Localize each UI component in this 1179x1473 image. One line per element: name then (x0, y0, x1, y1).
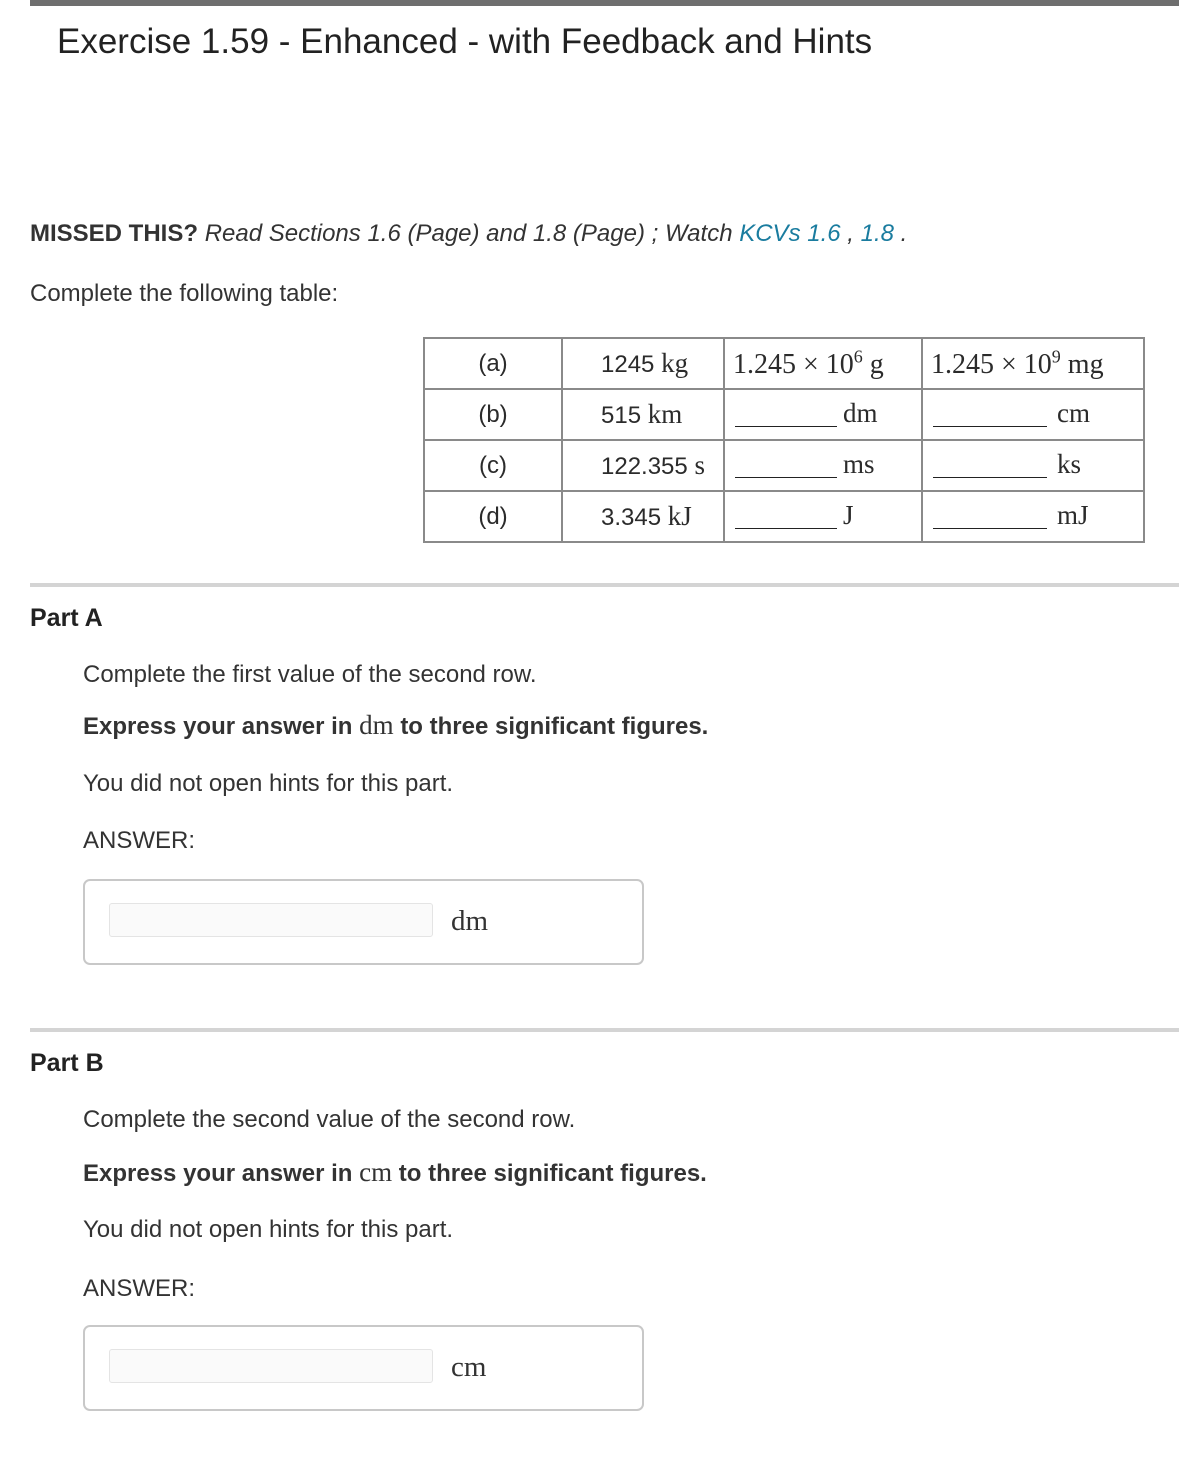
sci-unit: g (869, 348, 884, 380)
row-label: (d) (424, 491, 562, 542)
part-a-answer-input[interactable] (109, 903, 433, 937)
blank-line (933, 426, 1047, 427)
given-unit: s (694, 450, 705, 480)
blank-cell (922, 389, 1144, 440)
row-label: (a) (424, 338, 562, 389)
blank-cell (922, 491, 1144, 542)
given-number: 1245 (601, 351, 655, 378)
express-post: to three significant figures. (400, 713, 709, 740)
row-label: (c) (424, 440, 562, 491)
given-unit: km (647, 399, 683, 429)
section-divider (30, 1028, 1179, 1032)
given-value (562, 389, 724, 440)
blank-unit: ms (843, 449, 875, 479)
blank-unit: dm (843, 398, 878, 428)
part-a-prompt: Complete the first value of the second row. (83, 661, 537, 688)
blank-line (735, 477, 837, 478)
express-unit: dm (359, 710, 394, 740)
missed-end: . (900, 220, 908, 247)
express-pre: Express your answer in (83, 713, 353, 740)
part-a-hints-status: You did not open hints for this part. (83, 770, 454, 797)
part-a-answer-box (83, 879, 644, 965)
blank-unit: cm (1057, 398, 1090, 428)
part-b-title: Part B (30, 1049, 104, 1077)
blank-cell (724, 491, 922, 542)
sci-coefficient: 1.245 × 10 (733, 348, 854, 380)
conversion-table (423, 337, 1145, 543)
given-unit: kJ (667, 501, 692, 531)
sci-exponent: 9 (1051, 346, 1061, 367)
part-b-instructions (83, 1157, 707, 1188)
express-pre: Express your answer in (83, 1160, 353, 1187)
missed-this-line (30, 220, 907, 248)
part-b-prompt: Complete the second value of the second row. (83, 1106, 576, 1133)
given-value (562, 440, 724, 491)
part-b-answer-box (83, 1325, 644, 1411)
part-b-answer-label: ANSWER: (83, 1275, 196, 1302)
part-a-instructions (83, 710, 708, 741)
blank-unit: mJ (1057, 500, 1089, 530)
express-unit: cm (359, 1157, 393, 1187)
blank-unit: ks (1057, 449, 1082, 479)
part-a-answer-unit: dm (451, 905, 489, 937)
blank-unit: J (843, 500, 854, 530)
table-row (424, 389, 1144, 440)
part-b-answer-unit: cm (451, 1351, 487, 1383)
given-number: 3.345 (601, 504, 662, 531)
blank-cell (724, 389, 922, 440)
express-post: to three significant figures. (398, 1160, 707, 1187)
sci-exponent: 6 (853, 346, 863, 367)
blank-line (933, 477, 1047, 478)
converted-value (724, 338, 922, 389)
part-b-answer-input[interactable] (109, 1349, 433, 1383)
given-number: 515 (601, 402, 642, 429)
part-a-title: Part A (30, 604, 103, 632)
blank-cell (724, 440, 922, 491)
blank-cell (922, 440, 1144, 491)
blank-line (933, 528, 1047, 529)
converted-value (922, 338, 1144, 389)
missed-label: MISSED THIS? (30, 220, 199, 247)
sci-unit: mg (1067, 348, 1104, 380)
part-b-hints-status: You did not open hints for this part. (83, 1216, 454, 1243)
read-sections-text: Read Sections 1.6 (Page) and 1.8 (Page) ; Watch (204, 220, 733, 247)
intro-text: Complete the following table: (30, 280, 339, 307)
part-a-answer-label: ANSWER: (83, 827, 196, 854)
given-unit: kg (661, 348, 689, 378)
sci-coefficient: 1.245 × 10 (931, 348, 1052, 380)
page-title: Exercise 1.59 - Enhanced - with Feedback and Hints (57, 22, 873, 61)
table-row (424, 338, 1144, 389)
link-separator: , (847, 220, 854, 247)
table-row (424, 491, 1144, 542)
blank-line (735, 426, 837, 427)
table-row (424, 440, 1144, 491)
row-label: (b) (424, 389, 562, 440)
given-value (562, 338, 724, 389)
kcv-1-8-link[interactable]: 1.8 (860, 220, 894, 247)
section-divider (30, 583, 1179, 587)
blank-line (735, 528, 837, 529)
top-rule (30, 0, 1179, 6)
given-number: 122.355 (601, 453, 688, 480)
kcv-1-6-link[interactable]: KCVs 1.6 (739, 220, 841, 247)
given-value (562, 491, 724, 542)
